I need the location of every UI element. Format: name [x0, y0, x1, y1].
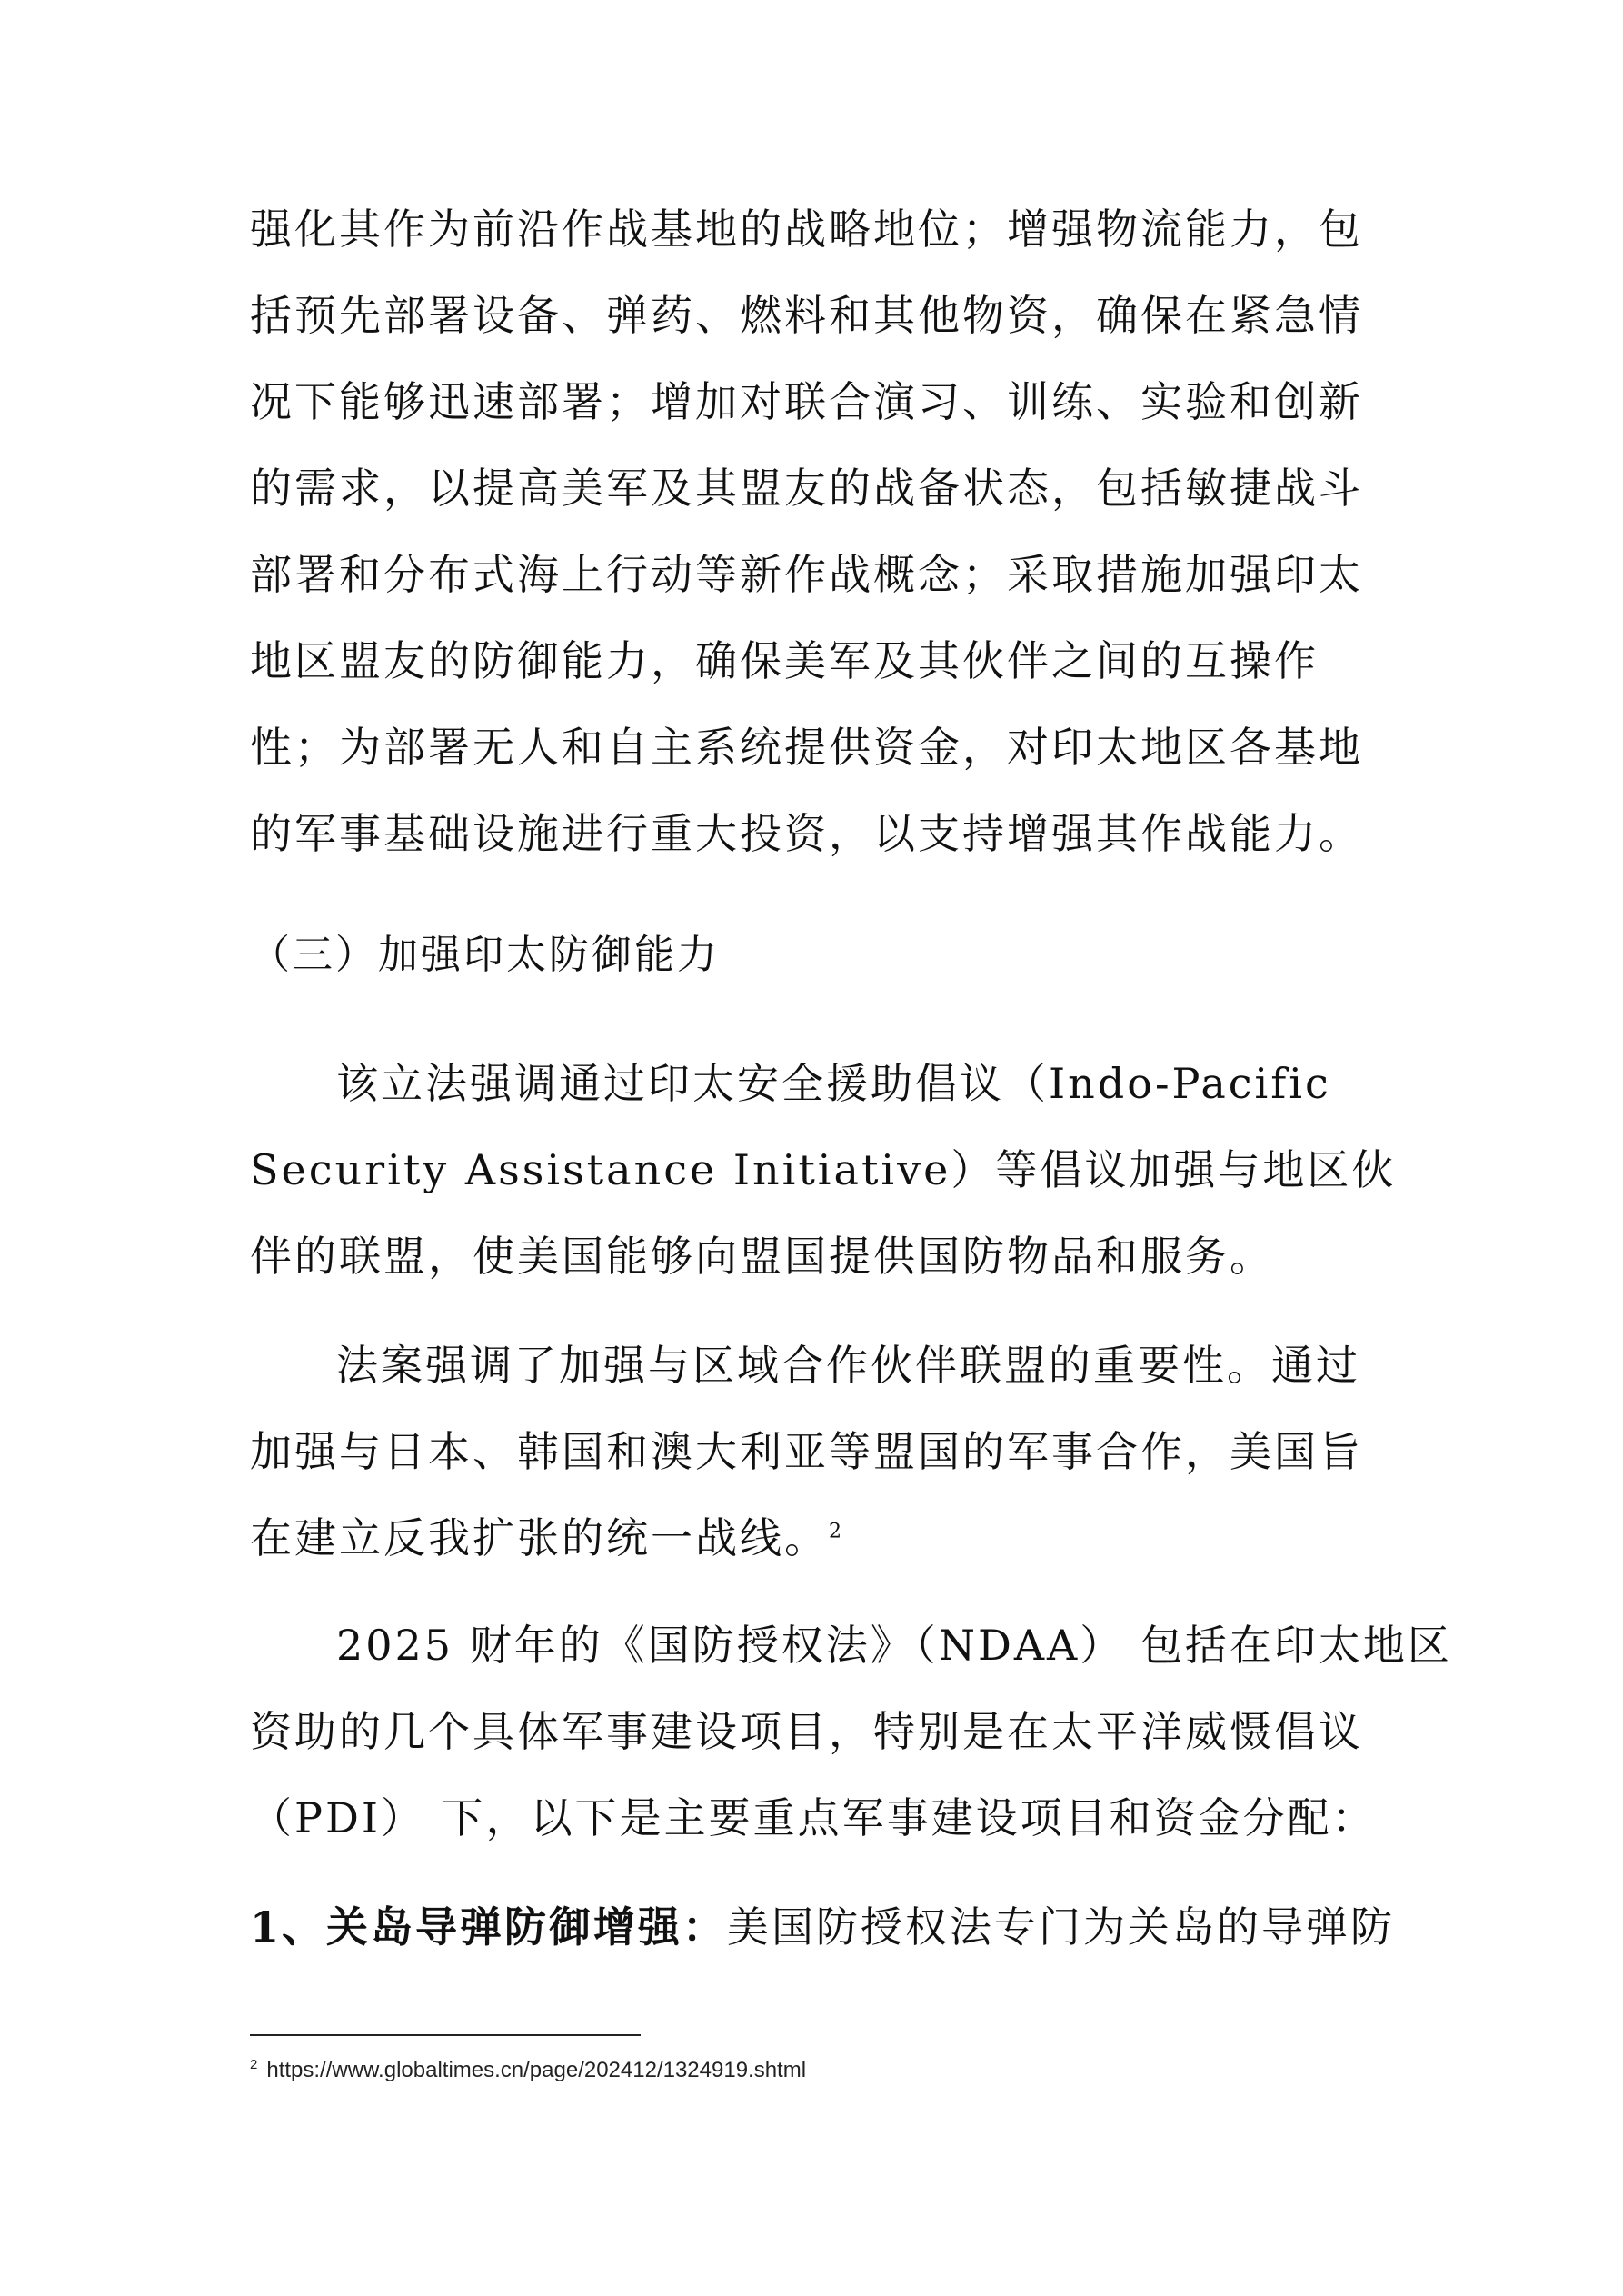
- paragraph-line: 该立法强调通过印太安全援助倡议（Indo-Pacific: [336, 1059, 1331, 1108]
- footnote-divider: [250, 2034, 641, 2036]
- paragraph-line: 的需求，以提高美军及其盟友的战备状态，包括敏捷战斗: [250, 464, 1363, 513]
- paragraph-line: （PDI） 下，以下是主要重点军事建设项目和资金分配：: [250, 1793, 1377, 1842]
- paragraph-line: 性；为部署无人和自主系统提供资金，对印太地区各基地: [250, 723, 1363, 772]
- paragraph-line: 法案强调了加强与区域合作伙伴联盟的重要性。通过: [336, 1341, 1360, 1390]
- paragraph-line: 2025 财年的《国防授权法》（NDAA） 包括在印太地区: [336, 1621, 1452, 1670]
- paragraph-line: 伴的联盟，使美国能够向盟国提供国防物品和服务。: [250, 1232, 1274, 1281]
- footnote-number: 2: [250, 2057, 258, 2072]
- paragraph-line: 地区盟友的防御能力，确保美军及其伙伴之间的互操作: [250, 636, 1319, 685]
- paragraph-line: 况下能够迅速部署；增加对联合演习、训练、实验和创新: [250, 377, 1363, 426]
- footnote-reference[interactable]: 2: [829, 1520, 841, 1543]
- paragraph-text: 在建立反我扩张的统一战线。: [250, 1513, 829, 1562]
- paragraph-line: 部署和分布式海上行动等新作战概念；采取措施加强印太: [250, 550, 1363, 599]
- paragraph-line: 的军事基础设施进行重大投资，以支持增强其作战能力。: [250, 809, 1363, 858]
- paragraph-line: 强化其作为前沿作战基地的战略地位；增强物流能力，包: [250, 205, 1363, 254]
- list-item-lead: 1、关岛导弹防御增强：: [250, 1902, 728, 1952]
- paragraph-line: 资助的几个具体军事建设项目，特别是在太平洋威慑倡议: [250, 1707, 1363, 1756]
- paragraph-line: 括预先部署设备、弹药、燃料和其他物资，确保在紧急情: [250, 291, 1363, 340]
- list-item-line: [250, 1900, 1395, 1954]
- footnote-link[interactable]: https://www.globaltimes.cn/page/202412/1324919.shtml: [266, 2058, 807, 2082]
- list-item-text: 美国防授权法专门为关岛的导弹防: [727, 1902, 1396, 1952]
- section-heading: （三）加强印太防御能力: [250, 932, 720, 978]
- paragraph-line: Security Assistance Initiative）等倡议加强与地区伙: [250, 1145, 1397, 1194]
- paragraph-line-with-footnote: [250, 1511, 841, 1565]
- footnote: [250, 2057, 806, 2083]
- paragraph-line: 加强与日本、韩国和澳大利亚等盟国的军事合作，美国旨: [250, 1427, 1363, 1476]
